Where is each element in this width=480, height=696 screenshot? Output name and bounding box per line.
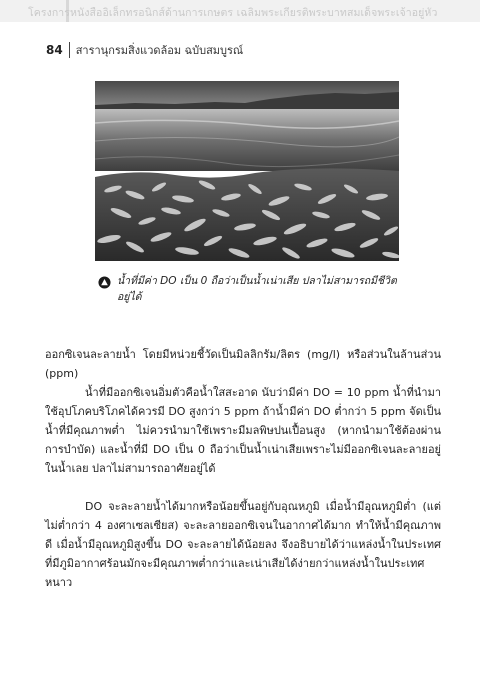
body-paragraph-2: น้ำที่มีออกซิเจนอิ่มตัวคือน้ำใสสะอาด นับว่ามีค่า DO = 10 ppm น้ำที่นำมาใช้อุปโภคบริโภคได้ควรมี DO สูงกว่า 5 ppm ถ้าน้ำมีค่า DO ต่ำกว่า 5 ppm จัดเป็นน้ำที่มีคุณภาพต่ำ ไม่ควรนำมาใช้เพราะมีมลพิษปนเปื้อนสูง (หากนำมาใช้ต้องผ่านการบำบัด) และน้ำที่มี DO เป็น 0 ถือว่าเป็นน้ำเน่าเสียเพราะไม่มีออกซิเจนละลายอยู่ในน้ำเลย ปลาไม่สามารถอาศัยอยู่ได้: [45, 386, 441, 475]
dead-fish-photo: [95, 81, 399, 261]
page-header-band: [0, 0, 480, 22]
figure-caption: [98, 273, 398, 305]
body-paragraph-3: DO จะละลายน้ำได้มากหรือน้อยขึ้นอยู่กับอุณหภูมิ เมื่อน้ำมีอุณหภูมิต่ำ (แต่ไม่ต่ำกว่า 4 องศาเซลเซียส) จะละลายออกซิเจนในอากาศได้มาก ทำให้น้ำมีคุณภาพดี เมื่อน้ำมีอุณหภูมิสูงขึ้น DO จะละลายได้น้อยลง จึงอธิบายได้ว่าแหล่งน้ำในประเทศที่มีภูมิอากาศร้อนมักจะมีคุณภาพต่ำกว่าและเน่าเสียได้ง่ายกว่าแหล่งน้ำในประเทศหนาว: [45, 500, 441, 589]
running-head-divider: [69, 42, 70, 58]
series-title: โครงการหนังสืออิเล็กทรอนิกส์ด้านการเกษตร เฉลิมพระเกียรติพระบาทสมเด็จพระเจ้าอยู่หัว: [28, 7, 438, 19]
book-title: สารานุกรมสิ่งแวดล้อม ฉบับสมบูรณ์: [75, 44, 244, 57]
triangle-bullet-icon: [98, 276, 111, 289]
running-head: [46, 41, 243, 59]
caption-text: น้ำที่มีค่า DO เป็น 0 ถือว่าเป็นน้ำเน่าเสีย ปลาไม่สามารถมีชีวิตอยู่ได้: [117, 275, 397, 303]
body-paragraph-1: ออกซิเจนละลายน้ำ โดยมีหน่วยชี้วัดเป็นมิลลิกรัม/ลิตร (mg/l) หรือส่วนในล้านส่วน (ppm): [45, 348, 441, 380]
page-number: 84: [46, 43, 63, 57]
